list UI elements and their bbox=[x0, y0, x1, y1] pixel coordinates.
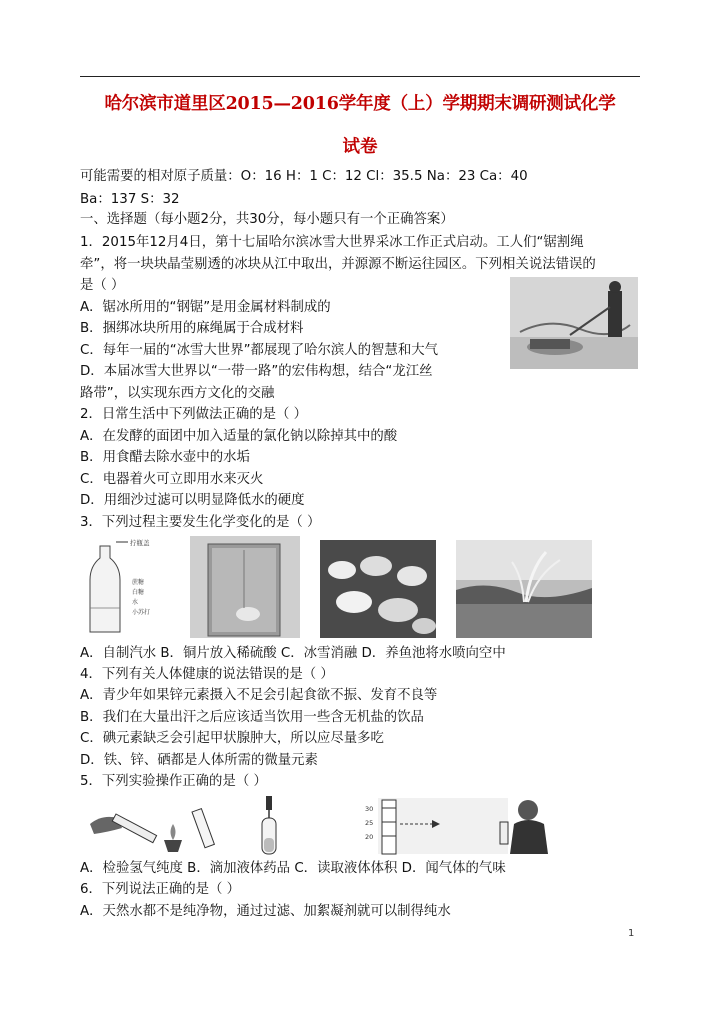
q2-option-a: A．在发酵的面团中加入适量的氯化钠以除掉其中的酸 bbox=[80, 429, 398, 444]
q4-option-b: B．我们在大量出汗之后应该适当饮用一些含无机盐的饮品 bbox=[80, 710, 424, 725]
q1-option-d-cont: 路带”，以实现东西方文化的交融 bbox=[80, 386, 275, 401]
header-rule bbox=[80, 76, 640, 77]
q4-option-c: C．碘元素缺乏会引起甲状腺肿大，所以应尽量多吃 bbox=[80, 731, 384, 746]
page-title-line1: 哈尔滨市道里区2015—2016学年度（上）学期期末调研测试化学 bbox=[104, 94, 616, 114]
label-sugar: 白糖 bbox=[132, 589, 145, 596]
lab-operations-figure bbox=[82, 794, 558, 856]
page-title-line2: 试卷 bbox=[342, 137, 378, 157]
q6-stem: 6．下列说法正确的是（ ） bbox=[80, 882, 241, 897]
q1-option-b: B．捆绑冰块所用的麻绳属于合成材料 bbox=[80, 321, 304, 336]
q1-stem-line2: 牵”，将一块块晶莹剔透的冰块从江中取出，并源源不断运往园区。下列相关说法错误的 bbox=[80, 257, 596, 272]
q3-options: A．自制汽水 B．铜片放入稀硫酸 C．冰雪消融 D．养鱼池将水喷向空中 bbox=[80, 646, 506, 661]
q2-option-c: C．电器着火可立即用水来灭火 bbox=[80, 472, 264, 487]
ice-sawing-photo bbox=[510, 277, 638, 369]
q1-option-c: C．每年一届的“冰雪大世界”都展现了哈尔滨人的智慧和大气 bbox=[80, 343, 438, 358]
fountain-pond-photo bbox=[456, 540, 592, 638]
atomic-mass-line1: 可能需要的相对原子质量：O：16 H：1 C：12 Cl：35.5 Na：23 Ca：40 bbox=[80, 169, 528, 184]
q4-option-a: A．青少年如果锌元素摄入不足会引起食欲不振、发育不良等 bbox=[80, 688, 438, 703]
homemade-soda-figure bbox=[86, 536, 182, 638]
atomic-mass-line2: Ba：137 S：32 bbox=[80, 192, 180, 207]
tick-30: 30 bbox=[365, 805, 374, 813]
melting-snow-photo bbox=[320, 540, 436, 638]
label-cap: 拧瓶盖 bbox=[130, 539, 150, 547]
q6-option-a: A．天然水都不是纯净物，通过过滤、加絮凝剂就可以制得纯水 bbox=[80, 904, 451, 919]
copper-in-acid-photo bbox=[190, 536, 300, 638]
q5-options: A．检验氢气纯度 B．滴加液体药品 C．读取液体体积 D．闻气体的气味 bbox=[80, 861, 506, 876]
q4-stem: 4．下列有关人体健康的说法错误的是（ ） bbox=[80, 667, 334, 682]
q1-stem-line3: 是（ ） bbox=[80, 278, 125, 293]
q2-stem: 2．日常生活中下列做法正确的是（ ） bbox=[80, 407, 308, 422]
q1-option-a: A．锯冰所用的“钢锯”是用金属材料制成的 bbox=[80, 300, 331, 315]
tick-20: 20 bbox=[365, 833, 374, 841]
tick-25: 25 bbox=[365, 819, 374, 827]
q4-option-d: D．铁、锌、硒都是人体所需的微量元素 bbox=[80, 753, 318, 768]
page-number: 1 bbox=[628, 928, 635, 939]
label-sucrose: 蔗糖 bbox=[132, 579, 145, 586]
q2-option-d: D．用细沙过滤可以明显降低水的硬度 bbox=[80, 493, 305, 508]
q1-option-d: D．本届冰雪大世界以“一带一路”的宏伟构想，结合“龙江丝 bbox=[80, 364, 433, 379]
section-heading: 一、选择题（每小题2分，共30分，每小题只有一个正确答案） bbox=[80, 212, 454, 227]
q2-option-b: B．用食醋去除水壶中的水垢 bbox=[80, 450, 250, 465]
q3-stem: 3．下列过程主要发生化学变化的是（ ） bbox=[80, 515, 321, 530]
label-baking-soda: 小苏打 bbox=[132, 609, 151, 616]
q1-stem-line1: 1．2015年12月4日，第十七届哈尔滨冰雪大世界采冰工作正式启动。工人们“锯割绳 bbox=[80, 235, 584, 250]
label-water: 水 bbox=[132, 599, 139, 606]
q5-stem: 5．下列实验操作正确的是（ ） bbox=[80, 774, 267, 789]
